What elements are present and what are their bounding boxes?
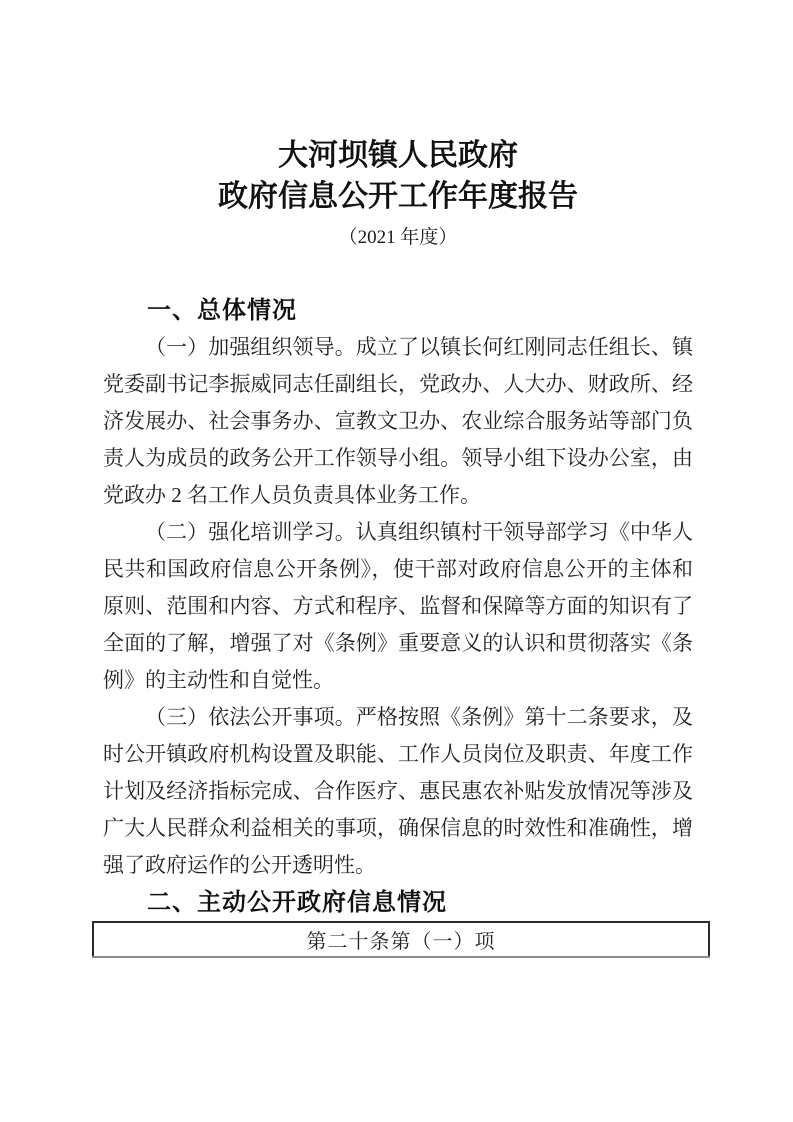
document-subtitle: （2021 年度） [338, 227, 458, 248]
document-title [103, 135, 693, 217]
document-title-line-1: 大河坝镇人民政府 [278, 139, 518, 172]
table-cell-article-20-item-1: 第二十条第（一）项 [93, 922, 709, 957]
document-title-line-2: 政府信息公开工作年度报告 [218, 180, 578, 213]
document-header [103, 135, 693, 250]
section-heading-proactive-disclosure: 二、主动公开政府信息情况 [147, 889, 447, 916]
disclosure-statistics-table [92, 921, 710, 958]
paragraph-training-study: （二）强化培训学习。认真组织镇村干领导部学习《中华人民共和国政府信息公开条例》，使干部对政府信息公开的主体和原则、范围和内容、方式和程序、监督和保障等方面的知识有了全面的了解，增强了对《条例》重要意义的认识和贯彻落实《条例》的主动性和自觉性。 [103, 520, 693, 692]
paragraph-organization-leadership: （一）加强组织领导。成立了以镇长何红刚同志任组长、镇党委副书记李振威同志任副组长，党政办、人大办、财政所、经济发展办、社会事务办、宣教文卫办、农业综合服务站等部门负责人为成员的政务公开工作领导小组。领导小组下设办公室，由党政办 2 名工作人员负责具体业务工作。 [103, 335, 693, 507]
document-body [103, 292, 693, 958]
section-heading-overall-situation: 一、总体情况 [147, 297, 297, 324]
paragraph-lawful-disclosure: （三）依法公开事项。严格按照《条例》第十二条要求，及时公开镇政府机构设置及职能、工作人员岗位及职责、年度工作计划及经济指标完成、合作医疗、惠民惠农补贴发放情况等涉及广大人民群众利益相关的事项，确保信息的时效性和准确性，增强了政府运作的公开透明性。 [103, 705, 693, 877]
table-row [93, 922, 709, 957]
